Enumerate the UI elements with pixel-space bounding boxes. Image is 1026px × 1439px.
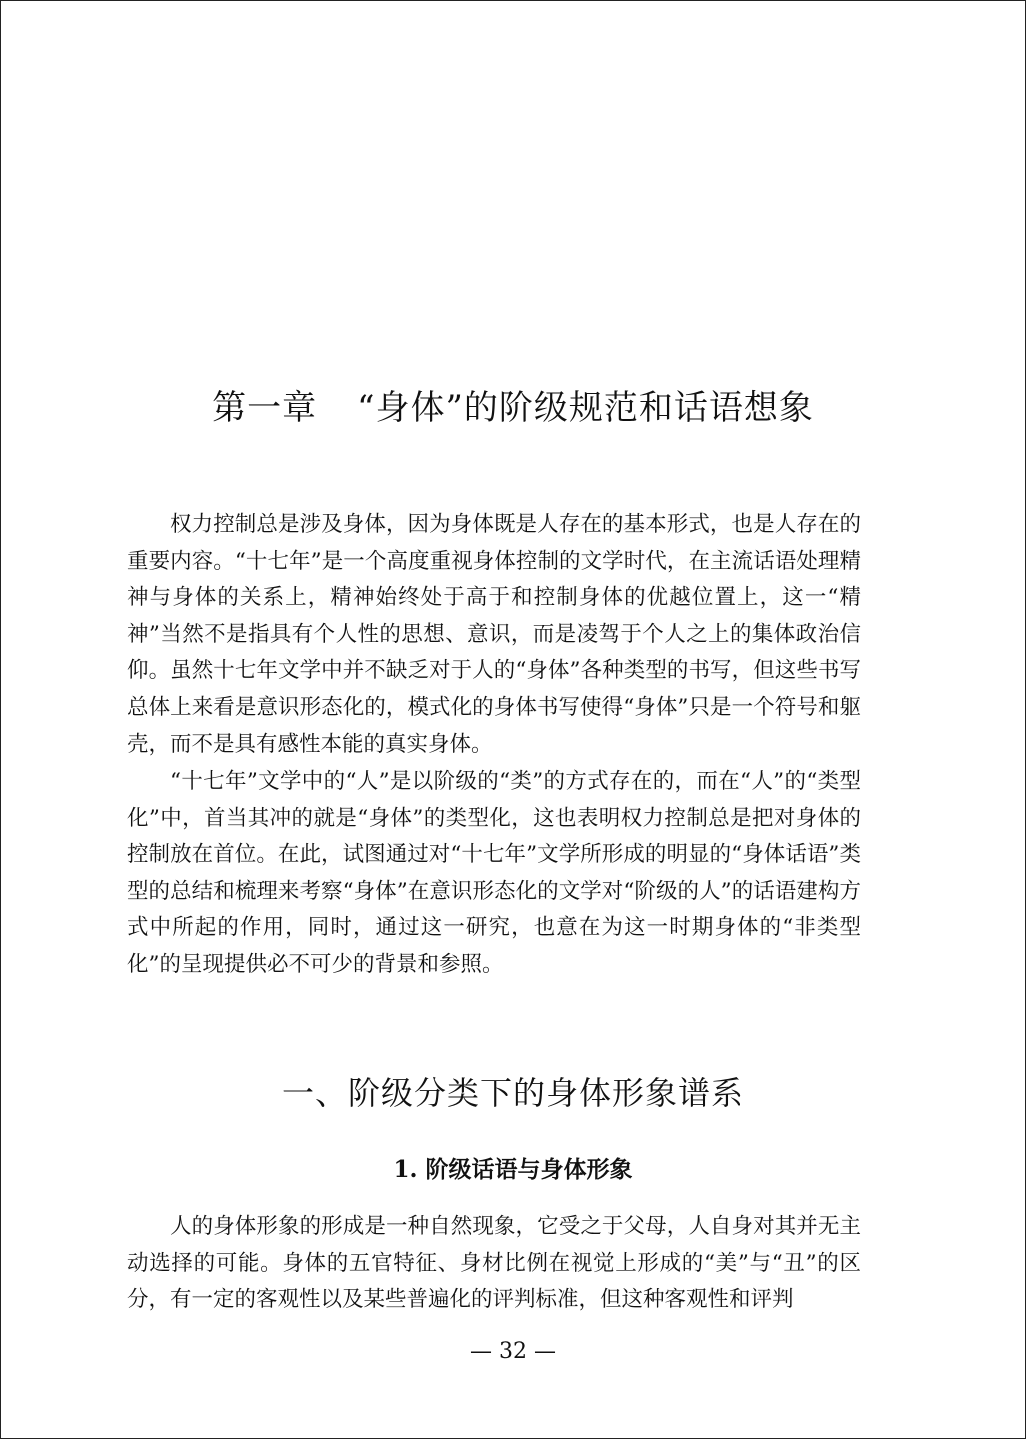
chapter-heading: “身体”的阶级规范和话语想象 — [357, 388, 814, 428]
section-paragraph-1: 人的身体形象的形成是一种自然现象，它受之于父母，人自身对其并无主动选择的可能。身体的五官特征、身材比例在视觉上形成的“美”与“丑”的区分，有一定的客观性以及某些普遍化的评判标准，但这种客观性和评判 — [127, 1214, 861, 1313]
chapter-number: 第一章 — [212, 388, 318, 428]
body-paragraph-1: 权力控制总是涉及身体，因为身体既是人存在的基本形式，也是人存在的重要内容。“十七年”是一个高度重视身体控制的文学时代，在主流话语处理精神与身体的关系上，精神始终处于高于和控制身体的优越位置上，这一“精神”当然不是指具有个人性的思想、意识，而是凌驾于个人之上的集体政治信仰。虽然十七年文学中并不缺乏对于人的“身体”各种类型的书写，但这些书写总体上来看是意识形态化的，模式化的身体书写使得“身体”只是一个符号和躯壳，而不是具有感性本能的真实身体。 — [127, 512, 861, 757]
page-number: — 32 — — [470, 1339, 556, 1364]
section-title: 一、阶级分类下的身体形象谱系 — [281, 1074, 744, 1112]
body-paragraph-2: “十七年”文学中的“人”是以阶级的“类”的方式存在的，而在“人”的“类型化”中，首当其冲的就是“身体”的类型化，这也表明权力控制总是把对身体的控制放在首位。在此，试图通过对“十七年”文学所形成的明显的“身体话语”类型的总结和梳理来考察“身体”在意识形态化的文学对“阶级的人”的话语建构方式中所起的作用，同时，通过这一研究，也意在为这一时期身体的“非类型化”的呈现提供必不可少的背景和参照。 — [127, 769, 861, 977]
subsection-title: 1. 阶级话语与身体形象 — [393, 1156, 633, 1183]
chapter-title — [0, 386, 1026, 430]
